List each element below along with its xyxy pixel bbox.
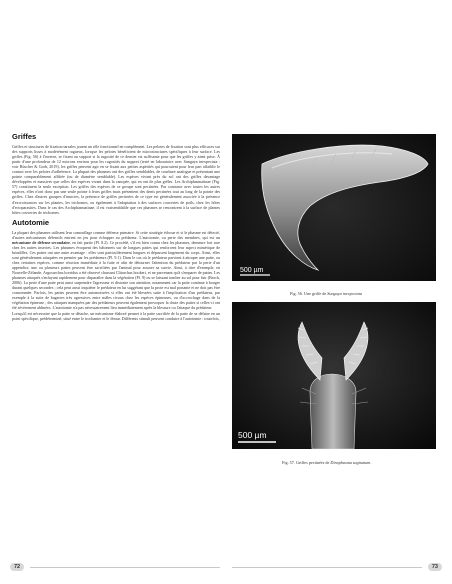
figure-56-caption-species: Sungaya inexpectata (327, 291, 363, 296)
figure-56-caption (290, 291, 362, 296)
paragraph-griffes: Griffes et structures de fixation tarsales jouent un rôle fonctionnel en complément. Les pelotes de fixation sont plus efficaces sur des supports lisses à modérément rugueux, lorsque les pelotes bénéficient de microstructures spécifiques à leur surface. Les griffes (Fig. 56) à l'inverse, se fixent au support si la rugosité de ce dernier est suffisante pour que les griffes y aient prise. À partir d'une profondeur de 12 microns environ pour les rugosités du support (testé en laboratoire avec Sungaya inexpectata : voir Büscher & Gorb, 2019), les griffes peuvent agir en se fixant aux petites aspérités qui pourraient pour leur part affaiblir le contact avec les pelotes d'adhérence. La plupart des phasmes ont des griffes semblables, de courbure analogue et présentant une pointe comparablement affûtée (ou de diamètre semblable). Les espèces vivant près du sol ont des griffes davantage développées et massives que celles des espèces vivant dans la canopée, qui en ont de plus grêles. Les Archiphasmatinae (Fig. 57) constituent la seule exception. Les griffes des espèces de ce groupe sont pectinées. Par contraste avec toutes les autres espèces, elles n'ont donc pas une seule pointe à leurs griffes mais présentent des dents pectinées tout au long de la pointe des griffes. Chez d'autres groupes d'insectes, la présence de griffes pectinées de ce type est généralement associée à la présence d'excroissances sur les plantes, les trichomes, ou également à l'adaptation à des surfaces couvertes de poils, chez les hôtes d'ectoparasites. Dans le cas des Archiphasmatinae, il est vraisemblable que ces phasmes se rencontrent à la surface de plantes hôtes couvertes de trichomes. (12, 144, 220, 215)
footer-rule-left (30, 567, 220, 568)
section-heading-autotomie: Autotomie (12, 217, 50, 227)
figure-56-caption-text: Fig. 56. Une griffe de (290, 291, 328, 296)
paragraph-autotomie-continued: Lorsqu'il est nécessaire que la patte se détache, un mécanisme élaboré permet à la patte sacrifiée de la patte de se défaire en un point spécifique, prédéterminé, situé entre le trochanter et le fémur. Différents stimuli peuvent conduire à l'autotomie : toutefois, (12, 311, 220, 322)
page-number-left-text: 72 (14, 564, 21, 570)
figure-57-caption-text: Fig. 57. Griffes pectinées de (282, 460, 331, 465)
section-heading-griffes: Griffes (12, 132, 37, 141)
paragraph-autotomie (12, 230, 220, 311)
left-column (12, 132, 220, 323)
paragraph-autotomie-part1: La plupart des phasmes utilisent leur camouflage comme défense primaire. Si cette stratégie échoue et si le phasme est détecté, d'autres mécanismes défensifs entrent en jeu pour échapper au prédateur. L'autotomie, ou perte des membres, qui est un (12, 229, 220, 240)
page-number-right (428, 563, 442, 571)
figure-57-scale-label: 500 µm (238, 430, 267, 440)
page-number-right-text: 73 (431, 564, 438, 570)
footer-rule-right (232, 567, 422, 568)
paragraph-autotomie-part2: , en fait partie (Pl. 8.2). Ce procédé, s'il est bien connu chez les phasmes, demeure fort rare chez les autres insectes. Les phasmes évoquent des bâtonnets sur de longues pattes qui renforcent leur aspect mimétique de brindilles. Ces pattes ont une autre avantage : elles sont particulièrement longues et dépassent largement du corps. Ainsi, elles sont généralement attaquées en premier par les prédateurs (Pl. 9.1). Dans le cas où le prédateur parvient à attraper une patte, ou chez certaines espèces, comme réaction immédiate à la fuite et afin de détourner l'attention du prédateur par la perte d'un appendice, une ou plusieurs pattes peuvent être sacrifiées par l'animal pour assurer sa survie. Ainsi, à titre d'exemple, en Nouvelle-Zélande, Argosarchus horridus a été observé chassant Clitarchus hookeri, et ne parvenant qu'à s'emparer de pattes. Les phasmes attaqués s'enfuyant rapidement pour disparaître dans la végétation (Pl. 9) ou se laissant tomber au sol pour fuir (Brock, 2006). La perte d'une patte peut aussi surprendre l'agresseur et distraire son attention, notamment car la patte continue à bouger durant quelques secondes ; cela peut aussi inquiéter le prédateur en lui suggérant que la proie est mal portante et ne doit pas être consommée. Parfois, les pattes peuvent être automotisées si elles ont été blessées suite à l'implication d'un prédateur, par exemple à la suite de bagarres très agressives entre mâles rivaux chez les espèces épineuses, ou d'accrochage dans de la végétation épineuse ; des attaques manquées par des prédateurs peuvent également provoquer la chute des pattes si celles-ci ont été sévèrement abîmées. L'autotomie n'a pas nécessairement lieu immédiatement après la blessure ou l'attaque du prédateur. (12, 239, 220, 311)
figure-57-caption-species: Dinophasma saginatum (330, 460, 371, 465)
figure-57-caption-end: . (370, 460, 372, 465)
figure-56-sem-claw (232, 134, 436, 281)
paragraph-autotomie-bold: mécanisme de défense secondaire (12, 239, 70, 245)
page-number-left (10, 563, 24, 571)
pectinate-claws-image (232, 302, 436, 449)
figure-56-scale-label: 500 µm (240, 267, 264, 274)
figure-57-sem-pectinate-claws (232, 302, 436, 449)
claw-image (232, 134, 436, 281)
figure-57-caption (282, 460, 371, 465)
